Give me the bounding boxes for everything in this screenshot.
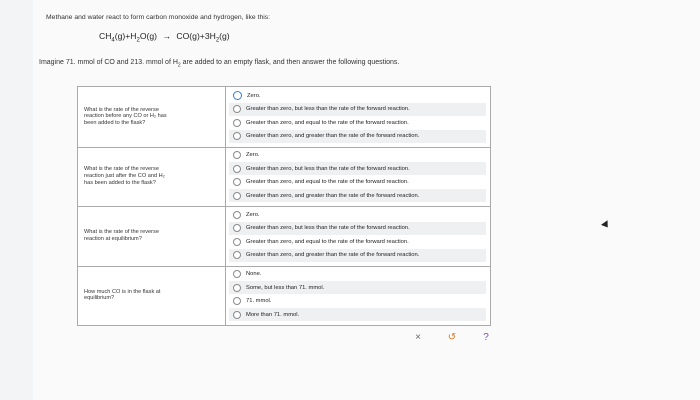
undo-button[interactable]: ↺ (447, 332, 457, 343)
answer-controls (401, 325, 507, 350)
question-text: has been added to the flask? (84, 179, 156, 186)
question-cell (78, 206, 226, 266)
radio-button-icon[interactable] (233, 311, 241, 319)
answer-option[interactable] (229, 222, 486, 235)
answer-option-label: Greater than zero, but less than the rate of the forward reaction. (246, 225, 410, 232)
question-text: How much CO is in the flask at (84, 288, 161, 295)
answer-option[interactable] (229, 249, 486, 262)
intro-text: Methane and water react to form carbon monoxide and hydrogen, like this: (46, 14, 271, 21)
answer-option[interactable] (229, 103, 486, 116)
question-cell (78, 147, 226, 207)
question-cell (78, 266, 226, 326)
answer-option[interactable] (229, 235, 486, 248)
answer-option-label: Greater than zero, and greater than the rate of the forward reaction. (246, 133, 420, 140)
radio-button-icon[interactable] (233, 151, 241, 159)
question-text: What is the rate of the reverse (84, 106, 159, 113)
answer-option[interactable] (229, 89, 486, 102)
question-text: reaction at equilibrium? (84, 235, 142, 242)
prompt-text: Imagine 71. mmol of CO and 213. mmol of $H_2$ are added to an empty flask, and then answer the following questions. (39, 59, 400, 69)
clear-button[interactable]: × (415, 332, 421, 343)
answer-option-label: Greater than zero, but less than the rate of the forward reaction. (246, 106, 410, 113)
answer-option-label: Greater than zero, and equal to the rate of the forward reaction. (246, 238, 409, 245)
answer-option[interactable] (229, 189, 486, 202)
radio-button-icon[interactable] (233, 270, 241, 278)
answer-option-label: Greater than zero, but less than the rate of the forward reaction. (246, 165, 410, 172)
radio-button-icon[interactable] (233, 284, 241, 292)
answer-option[interactable] (229, 208, 486, 221)
answer-option[interactable] (229, 268, 486, 281)
radio-button-icon[interactable] (233, 91, 242, 100)
answer-option[interactable] (229, 149, 486, 162)
question-text: What is the rate of the reverse (84, 229, 159, 236)
answer-option-label: Zero. (246, 152, 260, 158)
question-text: reaction before any CO or H₂ has (84, 113, 167, 120)
answer-option[interactable] (229, 295, 486, 308)
answer-option-label: More than 71. mmol. (246, 311, 300, 318)
answer-option[interactable] (229, 308, 486, 321)
question-panel (33, 0, 700, 400)
radio-button-icon[interactable] (233, 132, 241, 140)
radio-button-icon[interactable] (233, 251, 241, 259)
answer-option-label: Greater than zero, and greater than the rate of the forward reaction. (246, 192, 420, 199)
answer-option-label: Greater than zero, and greater than the rate of the forward reaction. (246, 252, 420, 259)
answer-option-label: Greater than zero, and equal to the rate of the forward reaction. (246, 119, 409, 126)
radio-button-icon[interactable] (233, 119, 241, 127)
answer-option-label: Some, but less than 71. mmol. (246, 284, 325, 291)
reaction-equation: $CH_4(g)+H_2O(g) \to CO(g)+3H_2(g)$ (99, 31, 230, 44)
radio-button-icon[interactable] (233, 105, 241, 113)
answer-option-label: Greater than zero, and equal to the rate of the forward reaction. (246, 179, 409, 186)
answer-option-label: Zero. (246, 211, 260, 218)
radio-button-icon[interactable] (233, 238, 241, 246)
answer-option[interactable] (229, 176, 486, 189)
radio-button-icon[interactable] (233, 165, 241, 173)
question-cell (78, 87, 226, 147)
answer-option[interactable] (229, 162, 486, 175)
question-text: been added to the flask? (84, 120, 146, 127)
answer-option-label: 71. mmol. (246, 298, 272, 305)
question-text: reaction just after the CO and H₂ (84, 172, 165, 179)
radio-button-icon[interactable] (233, 224, 241, 232)
answer-option-label: None. (246, 271, 262, 277)
radio-button-icon[interactable] (233, 192, 241, 200)
answer-option[interactable] (229, 281, 486, 294)
question-table (77, 86, 491, 326)
help-button[interactable]: ? (483, 332, 489, 343)
question-text: What is the rate of the reverse (84, 166, 159, 173)
mouse-cursor-icon (601, 220, 611, 230)
answer-option-label: Zero. (247, 92, 261, 99)
radio-button-icon[interactable] (233, 297, 241, 305)
radio-button-icon[interactable] (233, 211, 241, 219)
answer-option[interactable] (229, 130, 486, 143)
radio-button-icon[interactable] (233, 178, 241, 186)
answer-option[interactable] (229, 116, 486, 129)
question-text: equilibrium? (84, 295, 115, 302)
